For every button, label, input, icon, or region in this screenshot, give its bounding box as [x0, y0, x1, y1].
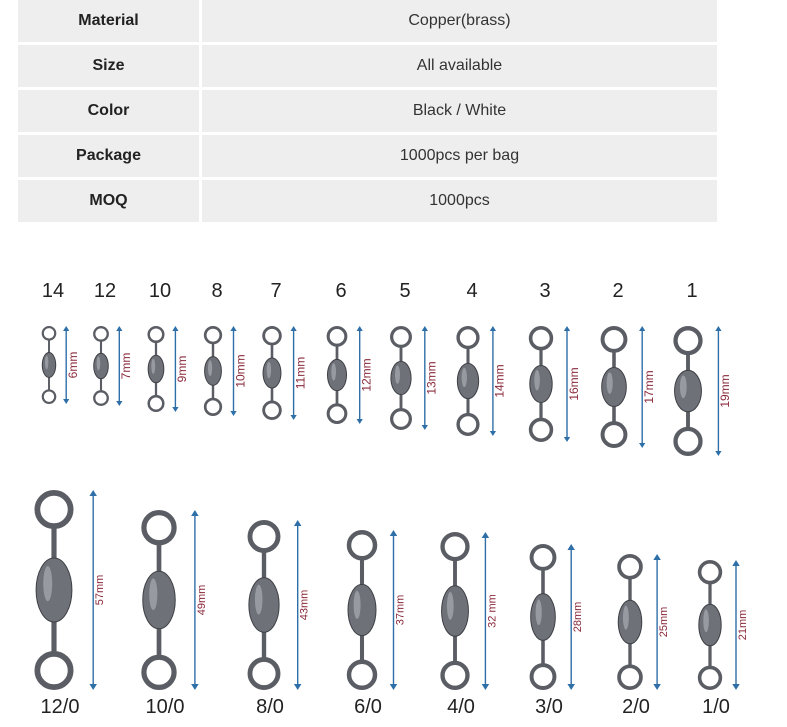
swivel-highlight — [395, 366, 400, 384]
swivel-highlight — [680, 375, 687, 398]
swivel-ring-top — [349, 532, 375, 558]
spec-key: Color — [18, 90, 199, 132]
size-label: 3 — [539, 280, 551, 302]
swivel-ring-top — [149, 327, 164, 342]
swivel-icon — [339, 527, 444, 693]
swivel-ring-bottom — [149, 396, 164, 411]
spec-row-material — [18, 0, 717, 45]
size-label: 8/0 — [256, 696, 284, 718]
swivel-highlight — [607, 372, 613, 393]
arrow-head-up — [482, 532, 490, 538]
swivel-ring-top — [700, 562, 721, 583]
swivel-ring-top — [250, 522, 278, 550]
arrow-head-down — [63, 399, 69, 404]
swivel-barrel — [249, 578, 279, 632]
arrow-head-down — [422, 425, 428, 430]
swivel-barrel — [348, 584, 376, 635]
size-label: 12 — [93, 280, 117, 302]
dimension-label: 21mm — [736, 609, 749, 641]
arrow-head-down — [490, 431, 496, 436]
swivel-ring-bottom — [531, 419, 552, 440]
dimension-label: 49mm — [195, 584, 208, 616]
arrow-head-up — [715, 326, 721, 331]
size-label: 1/0 — [702, 696, 730, 718]
swivel-barrel — [442, 586, 469, 637]
swivel-barrel — [205, 357, 222, 386]
size-label: 2 — [612, 280, 624, 302]
dimension-label: 16mm — [566, 367, 581, 401]
swivel-highlight — [536, 599, 542, 625]
swivel-ring-bottom — [458, 415, 478, 435]
swivel-highlight — [97, 356, 101, 370]
arrow-head-up — [357, 326, 363, 331]
dimension-label: 10mm — [233, 354, 248, 388]
dimension-label: 37mm — [394, 594, 407, 626]
swivel-ring-bottom — [328, 405, 346, 423]
arrow-head-down — [290, 415, 296, 420]
size-label: 3/0 — [535, 696, 563, 718]
arrow-head-up — [639, 326, 645, 331]
swivel-ring-bottom — [250, 659, 278, 687]
swivel-ring-top — [619, 556, 641, 578]
dimension-label: 28mm — [572, 601, 585, 633]
spec-key: Material — [18, 0, 199, 42]
swivel-ring-top — [144, 513, 174, 543]
size-label: 10 — [148, 280, 172, 302]
swivel-ring-top — [603, 328, 626, 351]
spec-row-moq — [18, 180, 717, 225]
spec-row-color — [18, 90, 717, 135]
dimension-label: 32 mm — [486, 594, 499, 628]
arrow-head-down — [715, 451, 721, 456]
swivel-ring-top — [676, 328, 701, 353]
swivel-barrel — [531, 594, 556, 641]
arrow-head-up — [116, 326, 122, 331]
dimension-label: 14mm — [492, 364, 507, 398]
swivel-ring-top — [264, 327, 281, 344]
spec-key: Size — [18, 45, 199, 87]
swivel-highlight — [703, 609, 709, 632]
arrow-head-up — [63, 326, 69, 331]
arrow-head-up — [390, 530, 398, 536]
swivel-ring-top — [443, 534, 468, 559]
arrow-head-down — [357, 419, 363, 424]
swivel-ring-bottom — [392, 410, 411, 429]
spec-table — [18, 0, 717, 225]
swivel-icon — [132, 507, 245, 693]
arrow-head-up — [422, 326, 428, 331]
swivel-ring-bottom — [700, 667, 721, 688]
swivel-ring-bottom — [619, 666, 641, 688]
swivel-highlight — [623, 606, 629, 630]
swivel-icon — [664, 323, 768, 459]
swivel-icon — [523, 541, 622, 693]
spec-key: Package — [18, 135, 199, 177]
arrow-head-up — [191, 510, 199, 516]
swivel-highlight — [45, 356, 48, 370]
arrow-head-up — [230, 326, 236, 331]
arrow-head-down — [564, 437, 570, 442]
size-label: 4 — [466, 280, 478, 302]
arrow-head-up — [564, 326, 570, 331]
arrow-head-up — [89, 490, 97, 496]
arrow-head-up — [653, 554, 661, 560]
swivel-ring-top — [205, 327, 221, 343]
arrow-head-down — [191, 684, 199, 690]
swivel-icon — [24, 487, 143, 693]
arrow-head-down — [116, 401, 122, 406]
dimension-label: 19mm — [718, 374, 733, 408]
swivel-highlight — [208, 360, 212, 376]
swivel-highlight — [149, 578, 157, 610]
arrow-head-up — [172, 326, 178, 331]
arrow-head-down — [172, 407, 178, 412]
swivel-ring-bottom — [603, 423, 626, 446]
swivel-highlight — [151, 359, 155, 374]
dimension-label: 25mm — [658, 606, 670, 638]
swivel-ring-top — [532, 546, 555, 569]
swivel-ring-bottom — [264, 402, 281, 419]
dimension-label: 9mm — [175, 355, 190, 383]
arrow-head-down — [639, 443, 645, 448]
swivel-ring-top — [37, 493, 70, 526]
arrow-head-down — [294, 684, 302, 690]
spec-value: Black / White — [202, 90, 717, 132]
size-label: 6 — [335, 280, 347, 302]
arrow-head-down — [390, 684, 398, 690]
swivel-highlight — [331, 363, 336, 380]
swivel-barrel — [391, 361, 411, 394]
swivel-barrel — [327, 359, 346, 390]
arrow-head-down — [732, 684, 740, 690]
swivel-highlight — [255, 585, 263, 615]
swivel-barrel — [94, 353, 109, 379]
arrow-head-up — [567, 544, 575, 550]
size-label: 7 — [270, 280, 282, 302]
swivel-barrel — [263, 358, 281, 388]
spec-value: 1000pcs per bag — [202, 135, 717, 177]
dimension-label: 6mm — [66, 351, 80, 379]
size-label: 8 — [211, 280, 223, 302]
dimension-label: 17mm — [642, 370, 656, 404]
swivel-ring-top — [392, 328, 411, 347]
swivel-barrel — [530, 365, 552, 402]
size-label: 2/0 — [622, 696, 650, 718]
swivel-barrel — [618, 600, 642, 644]
swivel-ring-bottom — [94, 391, 108, 405]
swivel-highlight — [267, 362, 271, 379]
swivel-ring-bottom — [205, 399, 221, 415]
swivel-ring-top — [531, 328, 552, 349]
arrow-head-up — [294, 520, 302, 526]
spec-row-package — [18, 135, 717, 180]
size-label: 4/0 — [447, 696, 475, 718]
swivel-ring-top — [328, 328, 346, 346]
arrow-head-down — [567, 684, 575, 690]
arrow-head-down — [482, 684, 490, 690]
dimension-label: 57mm — [94, 574, 107, 606]
size-label: 14 — [41, 280, 65, 302]
size-label: 6/0 — [354, 696, 382, 718]
spec-key: MOQ — [18, 180, 199, 222]
spec-value: All available — [202, 45, 717, 87]
swivel-ring-bottom — [37, 654, 70, 687]
swivel-ring-bottom — [349, 662, 375, 688]
swivel-ring-bottom — [43, 390, 55, 402]
swivel-barrel — [457, 363, 478, 398]
size-label: 12/0 — [40, 696, 80, 718]
swivel-barrel — [602, 367, 627, 406]
dimension-label: 13mm — [424, 361, 439, 395]
swivel-ring-bottom — [676, 429, 701, 454]
swivel-ring-top — [458, 328, 478, 348]
swivel-highlight — [534, 370, 540, 390]
swivel-icon — [239, 517, 348, 693]
swivel-highlight — [43, 566, 52, 601]
swivel-ring-bottom — [144, 657, 174, 687]
dimension-label: 11mm — [293, 356, 308, 390]
arrow-head-up — [290, 326, 296, 331]
spec-value: 1000pcs — [202, 180, 717, 222]
swivel-barrel — [143, 571, 175, 629]
arrow-head-down — [89, 684, 97, 690]
size-label: 5 — [399, 280, 411, 302]
arrow-head-down — [653, 684, 661, 690]
swivel-highlight — [447, 592, 454, 620]
swivel-ring-bottom — [443, 663, 468, 688]
swivel-highlight — [354, 591, 361, 619]
swivel-barrel — [148, 355, 164, 383]
size-label: 1 — [686, 280, 698, 302]
size-label: 10/0 — [145, 696, 185, 718]
arrow-head-up — [732, 560, 740, 566]
swivel-ring-top — [43, 327, 55, 339]
arrow-head-up — [490, 326, 496, 331]
swivel-icon — [692, 557, 787, 693]
swivel-barrel — [36, 558, 72, 622]
swivel-ring-bottom — [532, 665, 555, 688]
swivel-ring-top — [94, 327, 108, 341]
spec-row-size — [18, 45, 717, 90]
swivel-barrel — [675, 370, 702, 412]
dimension-label: 43mm — [298, 589, 311, 621]
dimension-label: 7mm — [119, 352, 134, 380]
swivel-barrel — [42, 353, 55, 378]
swivel-icon — [433, 529, 536, 693]
spec-value: Copper(brass) — [202, 0, 717, 42]
arrow-head-down — [230, 411, 236, 416]
dimension-label: 12mm — [359, 358, 374, 392]
swivel-highlight — [462, 368, 467, 387]
swivel-barrel — [699, 604, 721, 646]
